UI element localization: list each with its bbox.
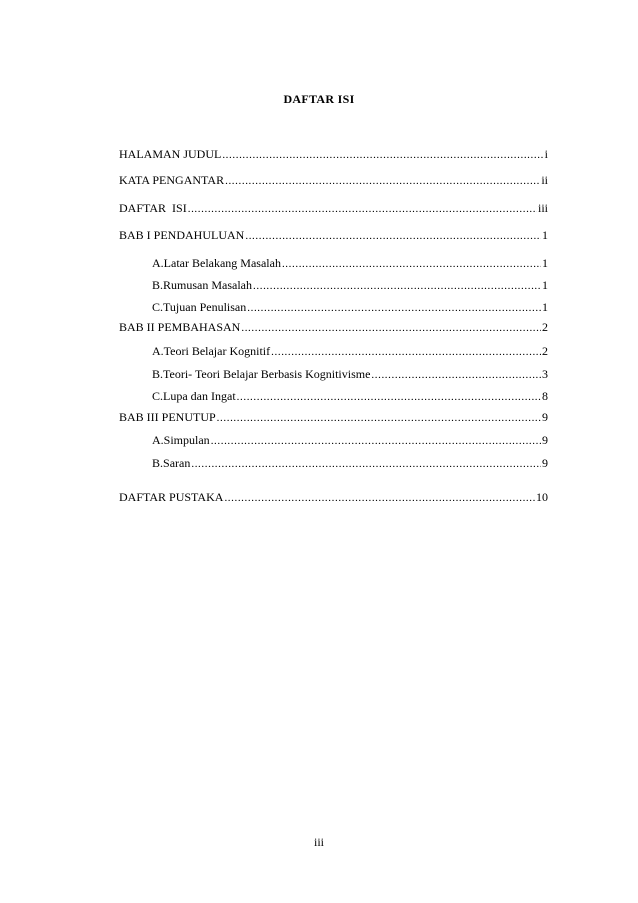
page-number-footer: iii [313,835,324,849]
toc-page-number: 8 [542,389,548,403]
toc-page-number: 1 [542,256,548,270]
toc-entry-label: BAB III PENUTUP [119,410,216,424]
dot-leader [282,256,541,272]
toc-marker: A. [152,433,164,447]
dot-leader [371,367,541,383]
dot-leader [253,278,541,294]
dot-leader [222,147,543,163]
toc-subentry-simpulan [152,432,548,449]
toc-page-number: 2 [542,320,548,334]
toc-entry-label: Lupa dan Ingat [163,389,236,403]
toc-entry-label: Teori Belajar Kognitif [163,344,271,358]
toc-entry-label: BAB I PENDAHULUAN [119,228,245,242]
toc-subentry-lupa-dan-ingat [152,388,548,405]
page-title: DAFTAR ISI [283,92,355,106]
toc-page-number: ii [541,173,548,187]
toc-entry-kata-pengantar [119,172,548,189]
toc-subentry-saran [152,455,548,472]
toc-entry-label: Latar Belakang Masalah [163,256,281,270]
toc-page-number: 1 [542,278,548,292]
toc-entry-label: Tujuan Penulisan [163,300,247,314]
toc-page-number: 9 [542,410,548,424]
toc-marker: B. [152,456,164,470]
toc-entry-bab-iii [119,409,548,426]
toc-marker: A. [152,344,164,358]
dot-leader [245,228,541,244]
toc-marker: A. [152,256,164,270]
toc-entry-label: DAFTAR PUSTAKA [119,490,224,504]
toc-marker: B. [152,278,164,292]
dot-leader [225,173,540,189]
toc-page-number: iii [537,201,548,215]
toc-marker: C. [152,389,164,403]
toc-page-number: 10 [536,490,548,504]
toc-page-number: i [544,147,548,161]
toc-page-number: 3 [542,367,548,381]
toc-page-number: 9 [542,456,548,470]
toc-entry-label: KATA PENGANTAR [119,173,225,187]
toc-entry-halaman-judul [119,146,548,163]
toc-entry-daftar-pustaka [119,489,548,506]
toc-marker: B. [152,367,164,381]
toc-entry-label: Saran [163,456,191,470]
toc-page-number: 9 [542,433,548,447]
toc-entry-bab-i [119,227,548,244]
toc-subentry-rumusan-masalah [152,277,548,294]
toc-entry-label: Rumusan Masalah [163,278,253,292]
toc-page-number: 1 [542,300,548,314]
dot-leader [237,389,541,405]
toc-entry-bab-ii [119,319,548,336]
dot-leader [247,300,541,316]
toc-entry-label: BAB II PEMBAHASAN [119,320,241,334]
dot-leader [191,456,541,472]
dot-leader [224,490,535,506]
toc-subentry-latar-belakang [152,255,548,272]
toc-subentry-teori-belajar-kognitif [152,343,548,360]
toc-entry-label: DAFTAR ISI [119,201,187,215]
toc-marker: C. [152,300,164,314]
toc-subentry-teori-teori-belajar [152,366,548,383]
toc-entry-daftar-isi [119,200,548,217]
dot-leader [211,433,541,449]
toc-entry-label: Teori- Teori Belajar Berbasis Kognitivisme [163,367,371,381]
toc-entry-label: HALAMAN JUDUL [119,147,222,161]
dot-leader [241,320,541,336]
dot-leader [271,344,541,360]
toc-page-number: 1 [542,228,548,242]
toc-page-number: 2 [542,344,548,358]
dot-leader [217,410,541,426]
dot-leader [188,201,537,217]
toc-entry-label: Simpulan [163,433,210,447]
toc-subentry-tujuan-penulisan [152,299,548,316]
